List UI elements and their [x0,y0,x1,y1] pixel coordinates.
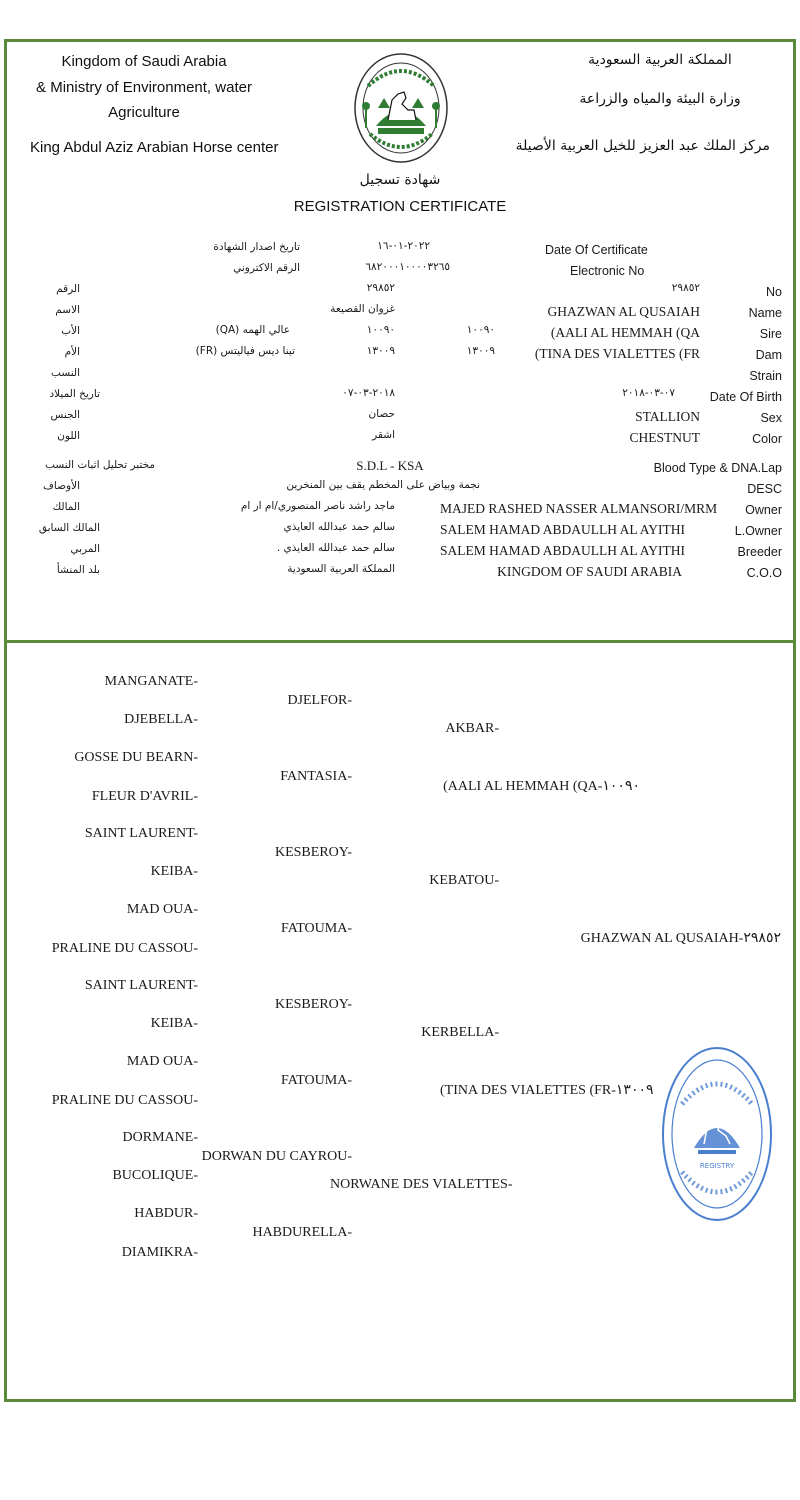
name-label-ar: الاسم [55,304,80,316]
sire-label-ar: الأب [61,325,80,337]
owner-label-en: Owner [745,503,782,517]
blood-value: S.D.L - KSA [356,458,424,473]
sex-label-ar: الجنس [50,409,80,421]
header-ar-line3: مركز الملك عبد العزيز للخيل العربية الأصيلة [515,138,770,154]
lowner-label-en: L.Owner [734,524,782,538]
lowner-value-en: SALEM HAMAD ABDAULLH AL AYITHI [440,522,686,537]
header-ar-line1: المملكة العربية السعودية [588,52,732,68]
pedigree-gen2-item: AKBAR- [445,721,499,736]
header-en-line4: King Abdul Aziz Arabian Horse center [30,139,279,156]
pedigree-gen4-item: KEIBA- [150,864,198,879]
name-value-ar: غزوان القصيعة [330,303,395,315]
pedigree-gen3-item: DORWAN DU CAYROU- [201,1149,352,1164]
pedigree-horse: GHAZWAN AL QUSAIAH-٢٩٨٥٢ [580,931,781,946]
breeder-value-ar: سالم حمد عبدالله العايذي . [276,542,395,554]
no-label-ar: الرقم [56,283,80,295]
dob-value-en: ٠٧-٠٣-٢٠١٨ [622,387,675,399]
pedigree-gen4-item: SAINT LAURENT- [84,826,198,841]
pedigree-gen2-item: KERBELLA- [421,1025,499,1040]
dam-num-en: ١٣٠٠٩ [466,345,495,357]
pedigree-gen3-item: KESBEROY- [274,997,352,1012]
coo-label-en: C.O.O [746,566,782,580]
sex-label-en: Sex [760,411,782,425]
stamp-registry-text: REGISTRY [699,1162,735,1170]
pedigree-gen4-item: MAD OUA- [126,1054,198,1069]
pedigree-gen4-item: GOSSE DU BEARN- [74,750,198,765]
name-value-en: GHAZWAN AL QUSAIAH [547,304,700,319]
blood-label-ar: مختبر تحليل اثبات النسب [45,459,155,471]
color-value-en: CHESTNUT [629,430,700,445]
sire-num-en: ١٠٠٩٠ [466,324,495,336]
sire-num-ar: ١٠٠٩٠ [366,324,395,336]
elec-label-en: Electronic No [570,264,645,278]
date-label-en: Date Of Certificate [545,243,648,257]
pedigree-gen4-item: SAINT LAURENT- [84,978,198,993]
dob-label-ar: تاريخ الميلاد [49,388,100,400]
header-en-line1: Kingdom of Saudi Arabia [61,53,227,70]
dam-name-ar: تينا ديس فياليتس (FR) [195,345,295,357]
dob-label-en: Date Of Birth [709,390,782,404]
no-value-ar: ٢٩٨٥٢ [366,282,395,294]
sex-value-en: STALLION [635,409,700,424]
date-label-ar: تاريخ اصدار الشهادة [213,241,300,253]
pedigree-gen4-item: BUCOLIQUE- [112,1168,198,1183]
lowner-value-ar: سالم حمد عبدالله العايذي [283,521,395,533]
name-label-en: Name [748,306,782,320]
pedigree-gen3-item: FATOUMA- [280,921,352,936]
breeder-label-ar: المربي [70,543,100,555]
owner-value-en: MAJED RASHED NASSER ALMANSORI/MRM [440,501,718,516]
registry-stamp-icon [660,1044,774,1224]
title-en: REGISTRATION CERTIFICATE [293,198,507,215]
dam-num-ar: ١٣٠٠٩ [366,345,395,357]
pedigree-gen2-item: NORWANE DES VIALETTES- [330,1177,513,1192]
date-value: ٢٠٢٢-٠١-١٦ [377,240,430,252]
breeder-value-en: SALEM HAMAD ABDAULLH AL AYITHI [440,543,686,558]
pedigree-sire: (AALI AL HEMMAH (QA-١٠٠٩٠ [443,779,640,794]
sex-value-ar: حصان [368,408,395,420]
pedigree-gen3-item: FANTASIA- [280,769,352,784]
dam-label-en: Dam [755,348,782,362]
pedigree-gen4-item: MAD OUA- [126,902,198,917]
lowner-label-ar: المالك السابق [38,522,100,534]
pedigree-gen4-item: PRALINE DU CASSOU- [51,1093,198,1108]
pedigree-gen4-item: DJEBELLA- [124,712,198,727]
coo-value-ar: المملكة العربية السعودية [287,563,395,575]
header-ar-line2: وزارة البيئة والمياه والزراعة [579,91,741,107]
pedigree-gen4-item: PRALINE DU CASSOU- [51,941,198,956]
dob-value-ar: ٢٠١٨-٠٣-٠٧ [342,387,395,399]
desc-label-ar: الأوصاف [43,480,80,492]
coo-label-ar: بلد المنشأ [56,564,100,576]
pedigree-gen3-item: HABDURELLA- [252,1225,352,1240]
pedigree-gen2-item: KEBATOU- [429,873,499,888]
dam-label-ar: الأم [64,346,80,358]
sire-name-ar: عالي الهمه (QA) [215,324,290,336]
desc-value-ar: نجمة وبياض على المخطم يقف بين المنخرين [286,479,480,491]
no-value-en: ٢٩٨٥٢ [671,282,700,294]
header-en-line3: Agriculture [108,104,180,121]
color-value-ar: اشقر [372,429,395,441]
pedigree-gen4-item: KEIBA- [150,1016,198,1031]
elec-value: ٦٨٢٠٠٠١٠٠٠٠٣٢٦٥ [365,261,450,273]
pedigree-gen4-item: HABDUR- [134,1206,198,1221]
pedigree-dam: (TINA DES VIALETTES (FR-١٣٠٠٩ [440,1083,654,1098]
pedigree-gen3-item: FATOUMA- [280,1073,352,1088]
header-en-line2: & Ministry of Environment, water [36,79,252,96]
owner-label-ar: المالك [52,501,80,513]
pedigree-gen4-item: DORMANE- [122,1130,198,1145]
title-ar: شهادة تسجيل [359,172,441,188]
color-label-en: Color [752,432,782,446]
pedigree-gen4-item: DIAMIKRA- [121,1245,198,1260]
owner-value-ar: ماجد راشد ناصر المنصوري/ام ار ام [240,500,395,512]
strain-label-ar: النسب [51,367,80,379]
elec-label-ar: الرقم الاكتروني [233,262,300,274]
coo-value-en: KINGDOM OF SAUDI ARABIA [497,564,682,579]
breeder-label-en: Breeder [737,545,782,559]
sire-value-en: (AALI AL HEMMAH (QA [550,325,700,340]
strain-label-en: Strain [749,369,782,383]
pedigree-gen3-item: KESBEROY- [274,845,352,860]
no-label-en: No [766,285,782,299]
sire-label-en: Sire [759,327,782,341]
color-label-ar: اللون [57,430,80,442]
pedigree-gen4-item: FLEUR D'AVRIL- [91,789,198,804]
dam-value-en: (TINA DES VIALETTES (FR [534,346,700,361]
pedigree-gen4-item: MANGANATE- [104,674,198,689]
pedigree-gen3-item: DJELFOR- [287,693,352,708]
blood-label-en: Blood Type & DNA.Lap [653,461,782,475]
desc-label-en: DESC [747,482,782,496]
emblem-icon [348,48,454,170]
